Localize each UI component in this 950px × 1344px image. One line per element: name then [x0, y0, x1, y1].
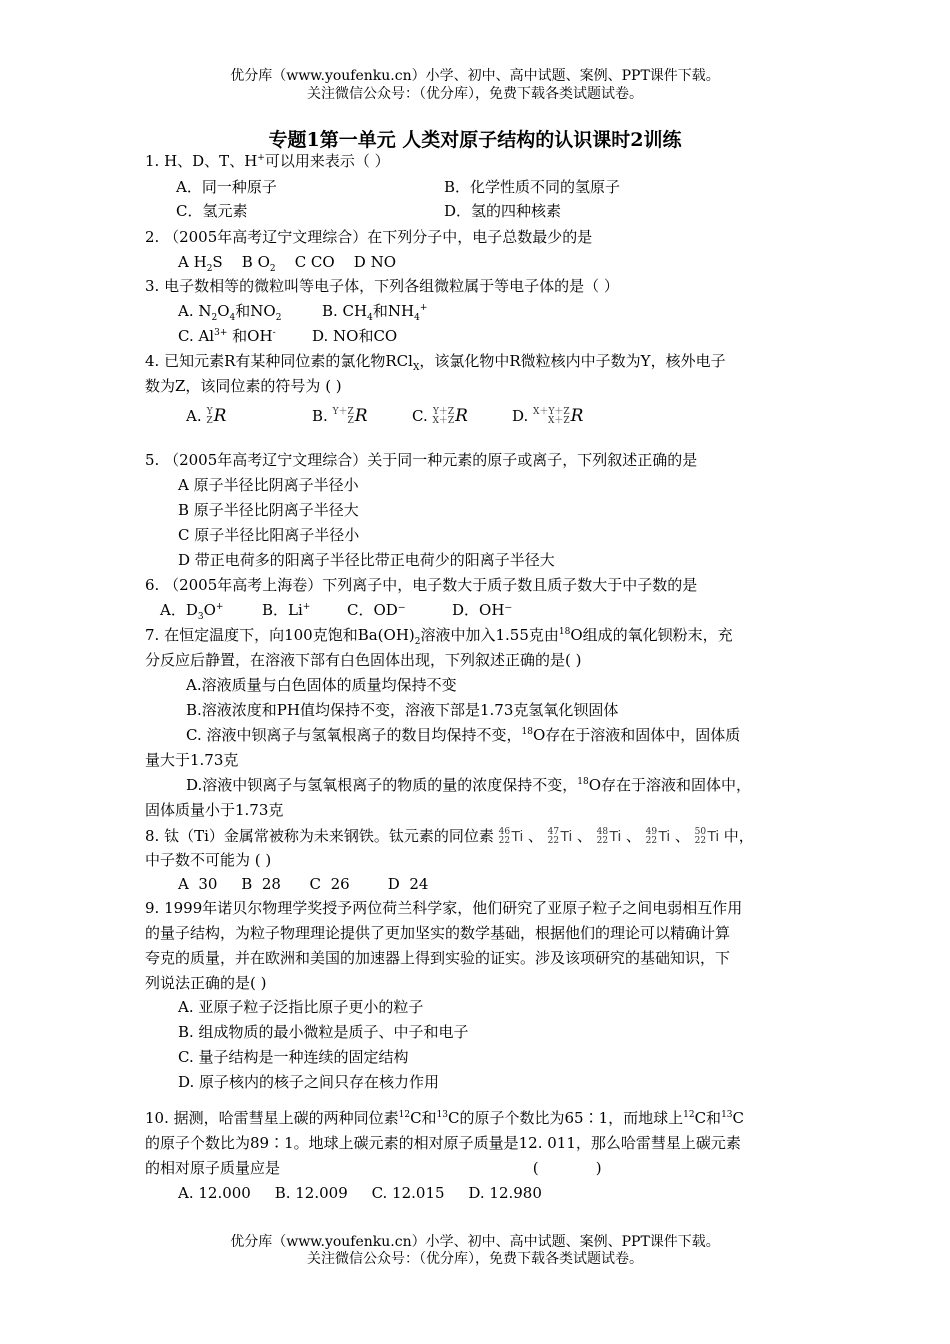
q4-option-d: D. X＋Y＋Z X＋Z R: [512, 406, 584, 426]
q4-stem-line-2: 数为Z，该同位素的符号为 ( ): [145, 377, 342, 395]
q5-stem: 5. （2005年高考辽宁文理综合）关于同一种元素的原子或离子，下列叙述正确的是: [145, 451, 698, 469]
q2-stem: 2. （2005年高考辽宁文理综合）在下列分子中，电子总数最少的是: [145, 228, 593, 246]
header-line-1: 优分库（www.youfenku.cn）小学、初中、高中试题、案例、PPT课件下载。: [230, 68, 720, 84]
q9-stem-line-1: 9. 1999年诺贝尔物理学奖授予两位荷兰科学家，他们研究了亚原子粒子之间电弱相互作用: [145, 899, 743, 917]
q8-isotope-49: Ti: [658, 828, 671, 845]
q8-isotope-48-scripts: 48 22: [596, 827, 609, 846]
q8-isotope-46: Ti: [511, 828, 524, 845]
q8-isotope-46-scripts: 46 22: [498, 827, 511, 846]
q7-option-a: A.溶液质量与白色固体的质量均保持不变: [186, 676, 457, 694]
q8-isotope-47: Ti: [560, 828, 573, 845]
q3-option-c: C. $Al^{3+}$ 和OH-: [178, 327, 276, 345]
q9-option-d: D. 原子核内的核子之间只存在核力作用: [178, 1073, 440, 1091]
q10-stem-line-3: 的相对原子质量应是 ( ): [145, 1159, 602, 1177]
footer-line-1: 优分库（www.youfenku.cn）小学、初中、高中试题、案例、PPT课件下载。: [230, 1234, 720, 1250]
q5-option-b: B 原子半径比阴离子半径大: [178, 501, 359, 519]
q4-option-a-scripts: Y Z: [206, 407, 213, 426]
q5-option-a: A 原子半径比阴离子半径小: [178, 476, 359, 494]
q9-stem-line-4: 列说法正确的是( ): [145, 974, 267, 992]
q8-isotope-50-scripts: 50 22: [694, 827, 707, 846]
q9-option-c: C. 量子结构是一种连续的固定结构: [178, 1048, 409, 1066]
q8-options: A 30 B 28 C 26 D 24: [178, 875, 429, 893]
q4-option-b: B. Y＋Z Z R: [312, 406, 368, 426]
q7-stem-line-2: 分反应后静置，在溶液下部有白色固体出现，下列叙述正确的是( ): [145, 651, 582, 669]
q1-option-b: B．化学性质不同的氢原子: [444, 178, 621, 196]
q1-option-c: C．氢元素: [176, 202, 248, 220]
q8-isotope-50: Ti: [707, 828, 720, 845]
q4-option-d-scripts: X＋Y＋Z X＋Z: [533, 407, 570, 426]
q5-option-c: C 原子半径比阳离子半径小: [178, 526, 360, 544]
q3-option-b: B. $CH_4$和$NH_4^+$: [322, 302, 428, 323]
q4-option-a: A. Y Z R: [186, 406, 227, 426]
q4-stem-line-1: 4. 已知元素R有某种同位素的氯化物RCl$_X$，该氯化物中R微粒核内中子数为Y，核外电子: [145, 352, 726, 373]
header-line-2: 关注微信公众号：（优分库），免费下载各类试题试卷。: [307, 86, 643, 102]
q4-option-c: C. Y＋Z X＋Z R: [412, 406, 468, 426]
q6-option-a: A．$D_3O^+$: [160, 601, 224, 622]
q10-stem-line-1: 10. 据测，哈雷彗星上碳的两种同位素$^{12}$C和$^{13}$C的原子个数比为65∶1，而地球上$^{12}$C和$^{13}$C: [145, 1109, 744, 1127]
q7-option-d-line-1: D.溶液中钡离子与氢氧根离子的物质的量的浓度保持不变，$^{18}$O存在于溶液和固体中，: [186, 776, 752, 794]
q8-isotope-47-scripts: 47 22: [547, 827, 560, 846]
q5-option-d: D 带正电荷多的阳离子半径比带正电荷少的阳离子半径大: [178, 551, 555, 569]
q4-option-c-scripts: Y＋Z X＋Z: [432, 407, 455, 426]
q8-stem-line-1: 8. 钛（Ti）金属常被称为未来钢铁。钛元素的同位素 46 22 Ti 、 47 22 Ti 、 48 22 Ti 、 49 22 Ti 、 50 22 Ti 中，: [145, 827, 754, 846]
q7-option-c-line-1: C. 溶液中钡离子与氢氧根离子的数目均保持不变，$^{18}$O存在于溶液和固体中，固体质: [186, 726, 741, 744]
q3-option-d: D. NO和CO: [312, 327, 398, 345]
q9-stem-line-3: 夸克的质量，并在欧洲和美国的加速器上得到实验的证实。涉及该项研究的基础知识，下: [145, 949, 731, 967]
q3-option-a: A. $N_2O_4$和$NO_2$: [178, 302, 282, 323]
q9-option-b: B. 组成物质的最小微粒是质子、中子和电子: [178, 1023, 469, 1041]
q3-stem: 3. 电子数相等的微粒叫等电子体，下列各组微粒属于等电子体的是（ ）: [145, 277, 619, 295]
q8-isotope-49-scripts: 49 22: [645, 827, 658, 846]
q10-options: A. 12.000 B. 12.009 C. 12.015 D. 12.980: [178, 1184, 542, 1202]
q6-option-c: C．OD⁻: [347, 601, 406, 619]
page-title: 专题1第一单元 人类对原子结构的认识课时2训练: [268, 129, 682, 151]
q9-stem-line-2: 的量子结构，为粒子物理理论提供了更加坚实的数学基础，根据他们的理论可以精确计算: [145, 924, 731, 942]
q8-stem-line-2: 中子数不可能为 ( ): [145, 851, 272, 869]
footer-line-2: 关注微信公众号：（优分库），免费下载各类试题试卷。: [307, 1251, 643, 1267]
q7-option-c-line-2: 量大于1.73克: [145, 751, 239, 769]
q7-option-d-line-2: 固体质量小于1.73克: [145, 801, 284, 819]
q6-option-b: B．Li+: [262, 601, 311, 619]
q9-option-a: A. 亚原子粒子泛指比原子更小的粒子: [178, 998, 424, 1016]
q4-option-b-scripts: Y＋Z Z: [332, 407, 354, 426]
q8-isotope-48: Ti: [609, 828, 622, 845]
q1-option-d: D．氢的四种核素: [444, 202, 562, 220]
q7-stem-line-1: 7. 在恒定温度下，向100克饱和$Ba(OH)_2$溶液中加入1.55克由$^{18}$O组成的氧化钡粉末，充: [145, 626, 733, 647]
q1-option-a: A．同一种原子: [176, 178, 277, 196]
q1-stem: 1. H、D、T、H+可以用来表示（ ）: [145, 152, 390, 170]
q6-option-d: D．OH⁻: [452, 601, 513, 619]
q7-option-b: B.溶液浓度和PH值均保持不变，溶液下部是1.73克氢氧化钡固体: [186, 701, 619, 719]
q10-stem-line-2: 的原子个数比为89∶1。地球上碳元素的相对原子质量是12. 011，那么哈雷彗星上碳元素: [145, 1134, 741, 1152]
q2-options: A $H_2S$ B $O_2$ C CO D NO: [178, 253, 397, 274]
q6-stem: 6. （2005年高考上海卷）下列离子中，电子数大于质子数且质子数大于中子数的是: [145, 576, 698, 594]
